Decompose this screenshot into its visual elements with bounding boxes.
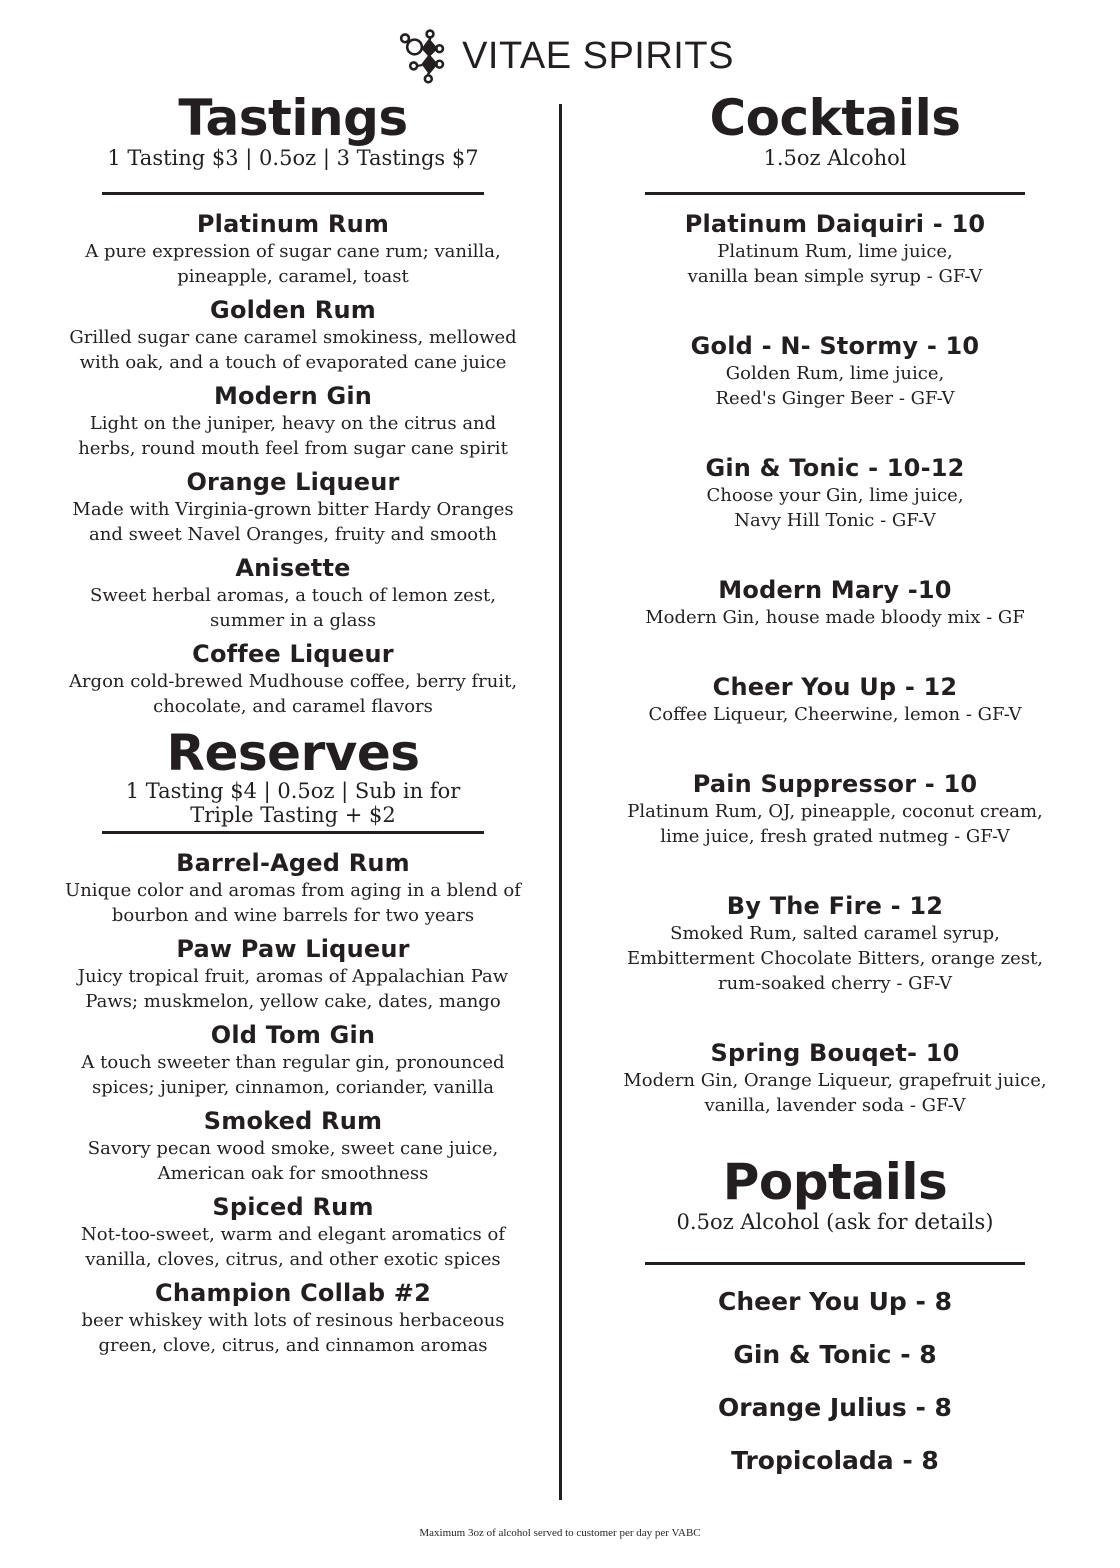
item-desc: spices; juniper, cinnamon, coriander, vanilla	[91, 1077, 495, 1098]
tasting-item	[40, 295, 546, 375]
poptails-rule	[645, 1262, 1025, 1265]
brand-logo	[398, 28, 734, 84]
item-desc: Platinum Rum, lime juice,	[717, 241, 953, 262]
reserves-pricing-line1: 1 Tasting $4 | 0.5oz | Sub in for	[125, 779, 461, 803]
item-desc: Golden Rum, lime juice,	[725, 363, 945, 384]
column-divider	[559, 104, 562, 1500]
item-desc: Modern Gin, house made bloody mix - GF	[645, 607, 1025, 628]
item-desc: vanilla, cloves, citrus, and other exotic spices	[85, 1249, 501, 1270]
item-name: Anisette	[235, 554, 351, 582]
item-desc: Sweet herbal aromas, a touch of lemon zest,	[90, 585, 496, 606]
item-name: Platinum Rum	[196, 210, 390, 238]
item-name: Champion Collab #2	[155, 1279, 431, 1307]
item-name: Spiced Rum	[212, 1193, 374, 1221]
reserve-item	[40, 1106, 546, 1186]
item-desc: Platinum Rum, OJ, pineapple, coconut cream,	[627, 801, 1043, 822]
item-name: Gold - N- Stormy - 10	[690, 332, 980, 360]
item-desc: vanilla bean simple syrup - GF-V	[687, 266, 983, 287]
reserve-item	[40, 934, 546, 1014]
item-desc: with oak, and a touch of evaporated cane juice	[79, 352, 507, 373]
cocktail-item	[600, 769, 1070, 849]
footer-note: Maximum 3oz of alcohol served to customer per day per VABC	[419, 1527, 701, 1539]
item-desc: Choose your Gin, lime juice,	[706, 485, 964, 506]
item-desc: Juicy tropical fruit, aromas of Appalachian Paw	[77, 966, 509, 987]
item-desc: green, clove, citrus, and cinnamon aromas	[98, 1335, 488, 1356]
poptails-subtitle: 0.5oz Alcohol (ask for details)	[676, 1210, 994, 1234]
cocktail-item	[600, 209, 1070, 289]
item-desc: and sweet Navel Oranges, fruity and smooth	[89, 524, 497, 545]
tasting-item	[40, 381, 546, 461]
item-desc: Coffee Liqueur, Cheerwine, lemon - GF-V	[648, 704, 1022, 725]
poptail-item: Orange Julius - 8	[718, 1393, 952, 1422]
tastings-rule	[102, 192, 484, 195]
item-desc: Embitterment Chocolate Bitters, orange zest,	[626, 948, 1044, 969]
item-desc: Navy Hill Tonic - GF-V	[734, 510, 936, 531]
item-desc: chocolate, and caramel flavors	[153, 696, 433, 717]
item-name: Orange Liqueur	[186, 468, 400, 496]
poptail-item: Gin & Tonic - 8	[733, 1340, 937, 1369]
item-desc: rum-soaked cherry - GF-V	[717, 973, 953, 994]
item-name: Golden Rum	[210, 296, 376, 324]
poptails-title: Poptails	[722, 1153, 948, 1211]
cocktail-item	[600, 1038, 1070, 1118]
cocktail-item	[600, 453, 1070, 533]
poptail-item: Tropicolada - 8	[731, 1446, 939, 1475]
cocktail-item	[600, 891, 1070, 996]
cocktails-subtitle: 1.5oz Alcohol	[763, 146, 907, 170]
item-name: Old Tom Gin	[210, 1021, 376, 1049]
item-name: Pain Suppressor - 10	[692, 770, 978, 798]
cocktail-item	[600, 672, 1070, 727]
item-desc: lime juice, fresh grated nutmeg - GF-V	[660, 826, 1010, 847]
item-name: Coffee Liqueur	[192, 640, 394, 668]
reserve-item	[40, 1278, 546, 1358]
item-name: Smoked Rum	[203, 1107, 383, 1135]
item-desc: A pure expression of sugar cane rum; vanilla,	[85, 241, 501, 262]
item-desc: beer whiskey with lots of resinous herbaceous	[81, 1310, 505, 1331]
item-desc: bourbon and wine barrels for two years	[111, 905, 475, 926]
item-desc: pineapple, caramel, toast	[177, 266, 409, 287]
item-desc: Light on the juniper, heavy on the citrus and	[89, 413, 497, 434]
cocktails-rule	[645, 192, 1025, 195]
item-desc: A touch sweeter than regular gin, pronounced	[81, 1052, 505, 1073]
item-desc: Grilled sugar cane caramel smokiness, mellowed	[69, 327, 517, 348]
reserve-item	[40, 1020, 546, 1100]
tastings-section	[40, 88, 546, 719]
item-desc: vanilla, lavender soda - GF-V	[704, 1095, 966, 1116]
item-desc: Made with Virginia-grown bitter Hardy Oranges	[72, 499, 514, 520]
header	[0, 26, 1120, 86]
item-desc: Reed's Ginger Beer - GF-V	[715, 388, 955, 409]
tastings-pricing: 1 Tasting $3 | 0.5oz | 3 Tastings $7	[107, 146, 479, 170]
item-desc: herbs, round mouth feel from sugar cane spirit	[78, 438, 508, 459]
tasting-item	[40, 639, 546, 719]
reserve-item	[40, 1192, 546, 1272]
brand-name: VITAE SPIRITS	[462, 34, 734, 77]
cocktails-title: Cocktails	[709, 89, 961, 147]
item-desc: American oak for smoothness	[157, 1163, 429, 1184]
item-name: Barrel-Aged Rum	[176, 849, 410, 877]
molecule-logo-icon	[398, 28, 450, 84]
reserve-item	[40, 848, 546, 928]
item-name: Paw Paw Liqueur	[176, 935, 410, 963]
reserves-title: Reserves	[166, 724, 420, 782]
left-column	[40, 88, 546, 1358]
item-desc: Smoked Rum, salted caramel syrup,	[670, 923, 1000, 944]
tastings-title: Tastings	[178, 89, 408, 147]
poptails-section	[600, 1152, 1070, 1476]
reserves-section	[40, 723, 546, 1358]
tasting-item	[40, 553, 546, 633]
item-name: By The Fire - 12	[726, 892, 944, 920]
reserves-pricing-line2: Triple Tasting + $2	[190, 803, 396, 827]
item-desc: Modern Gin, Orange Liqueur, grapefruit juice,	[623, 1070, 1047, 1091]
item-desc: Savory pecan wood smoke, sweet cane juice,	[87, 1138, 499, 1159]
cocktail-item	[600, 331, 1070, 411]
item-name: Modern Mary -10	[718, 576, 952, 604]
tasting-item	[40, 467, 546, 547]
item-desc: Paws; muskmelon, yellow cake, dates, mango	[85, 991, 501, 1012]
item-name: Gin & Tonic - 10-12	[705, 454, 965, 482]
item-desc: summer in a glass	[210, 610, 376, 631]
item-name: Cheer You Up - 12	[712, 673, 958, 701]
item-name: Platinum Daiquiri - 10	[684, 210, 986, 238]
item-name: Spring Bouqet- 10	[710, 1039, 960, 1067]
item-desc: Argon cold-brewed Mudhouse coffee, berry fruit,	[68, 671, 518, 692]
item-desc: Unique color and aromas from aging in a blend of	[65, 880, 521, 901]
item-name: Modern Gin	[213, 382, 373, 410]
reserves-rule	[102, 831, 484, 834]
poptail-item: Cheer You Up - 8	[718, 1287, 952, 1316]
tasting-item	[40, 209, 546, 289]
cocktail-item	[600, 575, 1070, 630]
cocktails-section	[600, 88, 1070, 1118]
right-column	[600, 88, 1070, 1476]
item-desc: Not-too-sweet, warm and elegant aromatics of	[81, 1224, 505, 1245]
